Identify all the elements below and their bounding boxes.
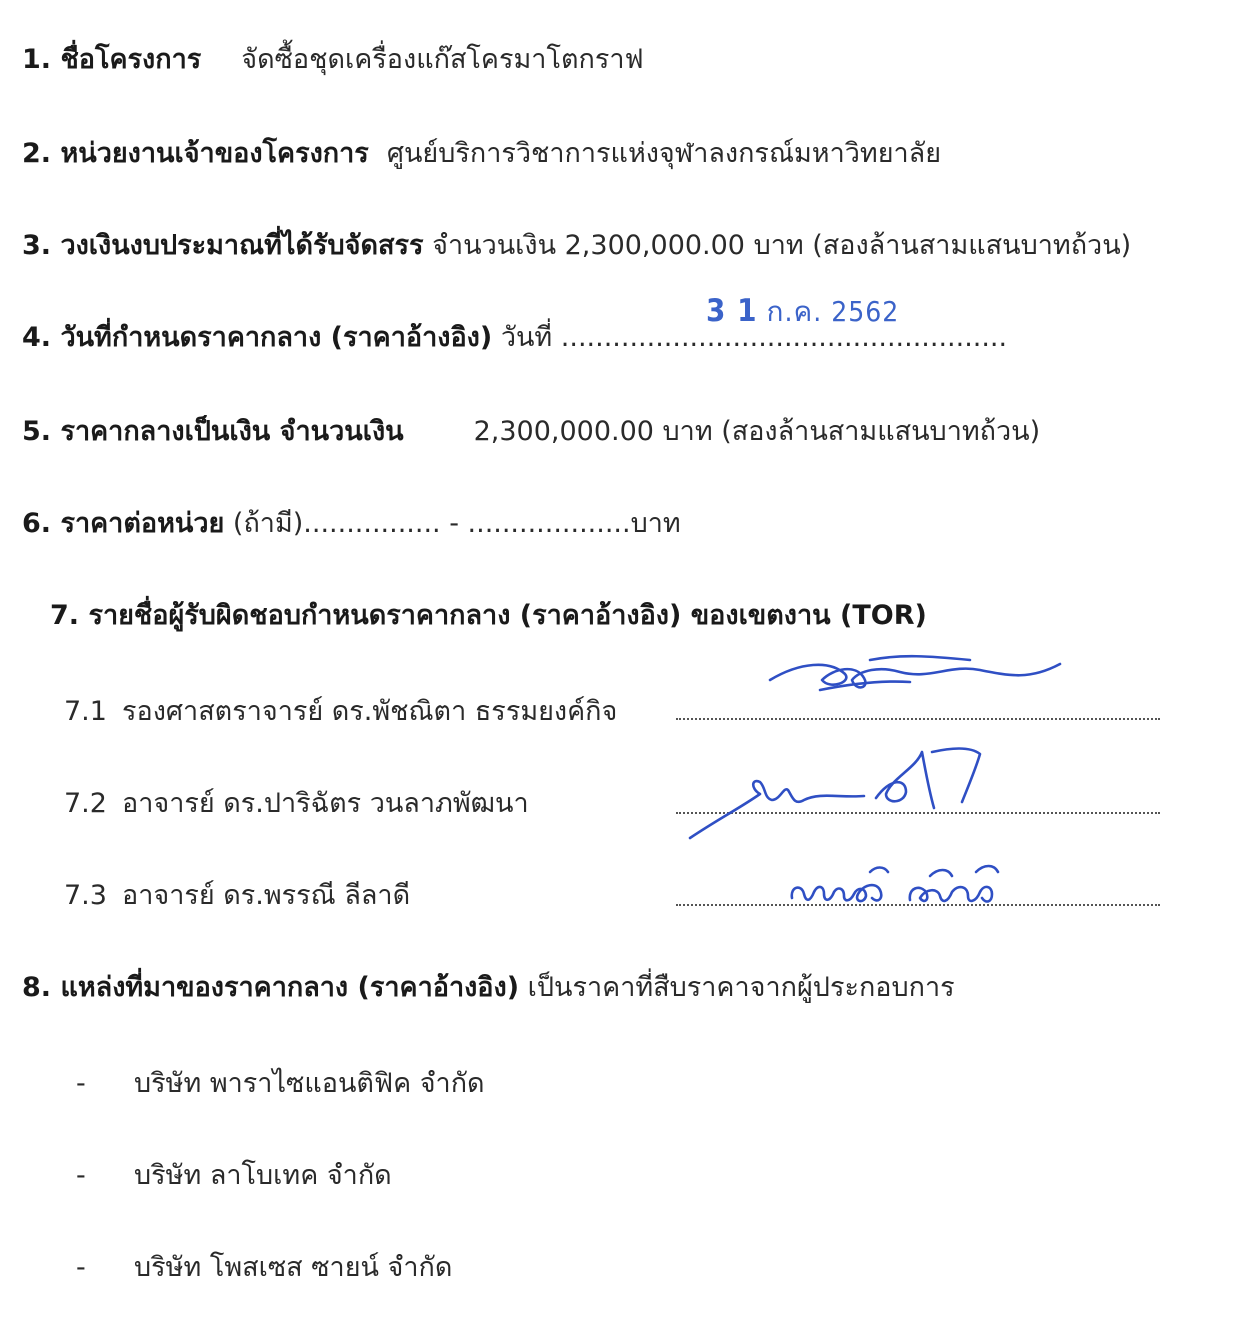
item-7-label: 7. รายชื่อผู้รับผิดชอบกำหนดราคากลาง (ราคาอ้างอิง) ของเขตงาน (TOR) <box>50 600 927 631</box>
signature-line <box>676 718 1160 720</box>
item-1-value: จัดซื้อชุดเครื่องแก๊สโครมาโตกราฟ <box>241 44 644 75</box>
company-name: บริษัท ลาโบเทค จำกัด <box>134 1160 392 1191</box>
item-4-label: 4. วันที่กำหนดราคากลาง (ราคาอ้างอิง) <box>22 322 493 353</box>
company-item <box>76 1158 392 1194</box>
person-name: อาจารย์ ดร.พรรณี ลีลาดี <box>122 880 411 911</box>
item-5-label: 5. ราคากลางเป็นเงิน จำนวนเงิน <box>22 416 404 447</box>
date-stamp-day: 3 1 <box>706 293 758 329</box>
company-item <box>76 1066 485 1102</box>
person-number: 7.1 <box>64 696 107 727</box>
item-1-label: 1. ชื่อโครงการ <box>22 44 202 75</box>
item-2-value: ศูนย์บริการวิชาการแห่งจุฬาลงกรณ์มหาวิทยาลัย <box>386 138 942 169</box>
item-7-responsible <box>50 598 927 634</box>
company-name: บริษัท โพสเซส ซายน์ จำกัด <box>134 1252 453 1283</box>
company-name: บริษัท พาราไซแอนติฟิค จำกัด <box>134 1068 485 1099</box>
person-name: อาจารย์ ดร.ปาริฉัตร วนลาภพัฒนา <box>122 788 529 819</box>
item-1-project-name <box>22 42 644 78</box>
person-row <box>64 694 617 730</box>
item-6-unit-price <box>22 506 681 542</box>
item-8-value: เป็นราคาที่สืบราคาจากผู้ประกอบการ <box>527 972 955 1003</box>
bullet-dash: - <box>76 1160 86 1191</box>
item-5-median-price <box>22 414 1040 450</box>
item-6-value: (ถ้ามี)................ - ...................บาท <box>232 508 681 539</box>
person-row <box>64 786 529 822</box>
signature-2 <box>680 738 1000 848</box>
company-item <box>76 1250 452 1286</box>
date-stamp-month-year: ก.ค. 2562 <box>766 295 900 328</box>
person-number: 7.3 <box>64 880 107 911</box>
person-name: รองศาสตราจารย์ ดร.พัชณิตา ธรรมยงค์กิจ <box>122 696 618 727</box>
signature-1 <box>760 650 1080 710</box>
person-number: 7.2 <box>64 788 107 819</box>
person-row <box>64 878 410 914</box>
item-3-budget <box>22 228 1131 264</box>
item-3-value: จำนวนเงิน 2,300,000.00 บาท (สองล้านสามแสนบาทถ้วน) <box>432 230 1132 261</box>
item-8-label: 8. แหล่งที่มาของราคากลาง (ราคาอ้างอิง) <box>22 972 520 1003</box>
item-6-label: 6. ราคาต่อหน่วย <box>22 508 225 539</box>
bullet-dash: - <box>76 1252 86 1283</box>
item-8-price-source <box>22 970 955 1006</box>
item-2-agency <box>22 136 941 172</box>
item-3-label: 3. วงเงินงบประมาณที่ได้รับจัดสรร <box>22 230 424 261</box>
item-5-value: 2,300,000.00 บาท (สองล้านสามแสนบาทถ้วน) <box>473 416 1041 447</box>
item-4-value: วันที่ .................................................... <box>500 322 1008 353</box>
item-2-label: 2. หน่วยงานเจ้าของโครงการ <box>22 138 369 169</box>
signature-3 <box>780 858 1020 918</box>
bullet-dash: - <box>76 1068 86 1099</box>
date-stamp <box>706 290 899 334</box>
